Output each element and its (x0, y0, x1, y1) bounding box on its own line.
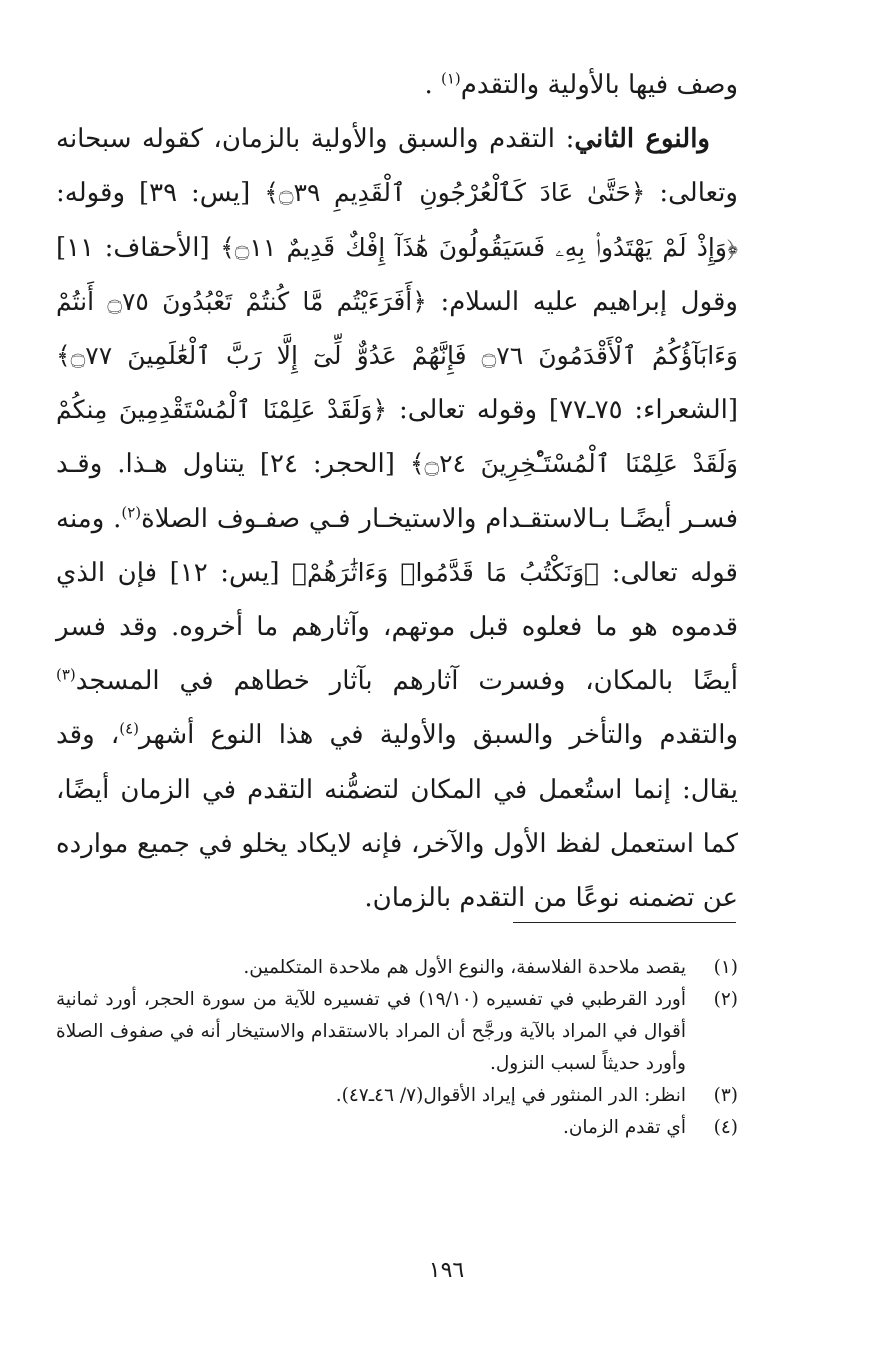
footnote-separator (513, 922, 736, 923)
text-run-7: [يس: ١٢] فإن الذي قدموه هو ما فعلوه قبل موتهم، وآثارهم ما أخروه. وقد فسر أيضًا بالمكان، وفسرت آثارهم بآثار خطاهم في المسجد (56, 557, 738, 697)
text-run-9: ، وقد يقال: إنما استُعمل في المكان لتضمُّنه التقدم في الزمان أيضًا، كما استعمل لفظ الأول والآخر، فإنه لايكاد يخلو في جميع موارده عن تضمنه نوعًا من التقدم بالزمان. (56, 720, 738, 914)
footnote-text: يقصد ملاحدة الفلاسفة، والنوع الأول هم ملاحدة المتكلمين. (243, 957, 686, 978)
page-number: ١٩٦ (428, 1258, 465, 1283)
footnote-text: أي تقدم الزمان. (562, 1117, 686, 1138)
footnote-number: (٤) (713, 1117, 738, 1138)
paragraph-1 (56, 58, 738, 112)
text-run-1: : التقدم والسبق والأولية بالزمان، كقوله سبحانه وتعالى: (56, 124, 738, 209)
paragraph-1-end: . (424, 70, 441, 100)
footnote-2 (56, 984, 738, 1080)
footnote-ref-1: (١) (441, 69, 461, 88)
quran-verse-3: ﴿أَفَرَءَيْتُم مَّا كُنتُمْ تَعْبُدُونَ ۝٧٥ أَنتُمْ وَءَابَآؤُكُمُ ٱلْأَقْدَمُونَ ۝٧٦ فَإِنَّهُمْ عَدُوٌّ لِّىٓ إِلَّا رَبَّ ٱلْعَٰلَمِينَ ۝٧٧﴾ (56, 286, 738, 371)
quran-verse-1: ﴿حَتَّىٰ عَادَ كَٱلْعُرْجُونِ ٱلْقَدِيمِ ۝٣٩﴾ (264, 178, 646, 208)
main-text (56, 58, 738, 925)
paragraph-2 (56, 112, 738, 925)
section-lead: والنوع الثاني (574, 124, 710, 155)
footnote-1 (56, 952, 738, 984)
text-run-8: والتقدم والتأخر والسبق والأولية في هذا النوع أشهر (139, 720, 738, 751)
footnote-text: أورد القرطبي في تفسيره (١٩/١٠) في تفسيره للآية من سورة الحجر، أورد ثمانية أقوال في المراد بالآية ورجَّح أن المراد بالاستقدام والاستيخار أنه في صفوف الصلاة وأورد حديثاً لسبب النزول. (56, 989, 686, 1074)
quran-verse-2: ﴿وَإِذْ لَمْ يَهْتَدُوا۟ بِهِۦ فَسَيَقُولُونَ هَٰذَآ إِفْكٌ قَدِيمٌ ۝١١﴾ (220, 232, 738, 262)
footnote-ref-3: (٣) (56, 665, 76, 684)
footnote-ref-2: (٢) (121, 502, 142, 521)
text-run-5: [الحجر: ٢٤] يتناول هـذا. وقـد فسـر أيضًـا بـالاستقـدام والاستيخـار فـي صفـوف الصلاة (56, 449, 739, 534)
text-run-4: [الشعراء: ٧٥ـ٧٧] وقوله تعالى: (387, 395, 738, 426)
text-run-3: [الأحقاف: ١١] وقول إبراهيم عليه السلام: (56, 232, 738, 317)
paragraph-1-text: وصف فيها بالأولية والتقدم (460, 70, 738, 100)
footnote-text: انظر: الدر المنثور في إيراد الأقوال(٧/ ٤٦ـ٤٧). (335, 1085, 686, 1106)
quran-verse-4: ﴿وَلَقَدْ عَلِمْنَا ٱلْمُسْتَقْدِمِينَ مِنكُمْ وَلَقَدْ عَلِمْنَا ٱلْمُسْتَـْٔخِرِينَ ۝٢٤﴾ (56, 395, 738, 479)
quran-verse-5: ﴿وَنَكْتُبُ مَا قَدَّمُوا۟ وَءَاثَٰرَهُمْ﴾ (292, 557, 600, 587)
footnote-3 (56, 1080, 738, 1112)
footnote-number: (٢) (713, 989, 738, 1010)
footnote-number: (١) (713, 957, 738, 978)
text-run-2: [يس: ٣٩] وقوله: (56, 178, 265, 209)
text-run-6: . ومنه قوله تعالى: (56, 503, 738, 588)
footnote-number: (٣) (713, 1085, 738, 1106)
footnote-ref-4: (٤) (119, 719, 140, 738)
footnote-4 (56, 1112, 738, 1144)
footnotes (56, 952, 738, 1144)
